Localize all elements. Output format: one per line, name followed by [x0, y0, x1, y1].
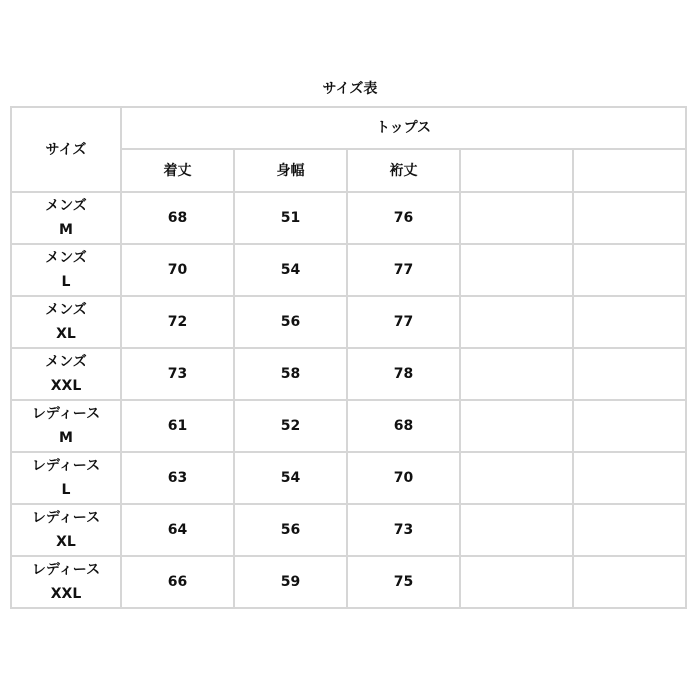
- table-cell: 64: [121, 504, 234, 556]
- row-size-label: XL: [56, 534, 76, 550]
- table-cell: 61: [121, 400, 234, 452]
- table-cell: 72: [121, 296, 234, 348]
- row-category-label: メンズ: [45, 250, 87, 266]
- table-cell: 68: [121, 192, 234, 244]
- row-category-label: メンズ: [45, 302, 87, 318]
- row-label-cell: [11, 504, 121, 556]
- table-cell: 73: [121, 348, 234, 400]
- size-header-cell: サイズ: [11, 107, 121, 192]
- table-cell: [573, 400, 686, 452]
- column-header: 着丈: [121, 149, 234, 192]
- table-cell: 73: [347, 504, 460, 556]
- table-cell: [573, 244, 686, 296]
- row-size-label: M: [59, 222, 73, 238]
- table-cell: 76: [347, 192, 460, 244]
- table-cell: 54: [234, 244, 347, 296]
- table-cell: 52: [234, 400, 347, 452]
- table-cell: 77: [347, 296, 460, 348]
- tops-header-cell: トップス: [121, 107, 686, 149]
- table-cell: 70: [347, 452, 460, 504]
- table-cell: 63: [121, 452, 234, 504]
- row-category-label: レディース: [31, 562, 101, 578]
- table-row: [11, 192, 686, 244]
- row-label-cell: [11, 400, 121, 452]
- row-size-label: L: [61, 274, 71, 290]
- row-label-cell: [11, 348, 121, 400]
- table-cell: [573, 192, 686, 244]
- table-row: [11, 556, 686, 608]
- table-cell: [460, 244, 573, 296]
- table-row: [11, 452, 686, 504]
- row-size-label: XXL: [50, 586, 82, 602]
- table-row: [11, 348, 686, 400]
- table-cell: [573, 452, 686, 504]
- table-cell: [460, 348, 573, 400]
- table-cell: [573, 296, 686, 348]
- row-category-label: メンズ: [45, 354, 87, 370]
- table-cell: 66: [121, 556, 234, 608]
- row-size-label: L: [61, 482, 71, 498]
- row-label-cell: [11, 452, 121, 504]
- table-cell: 70: [121, 244, 234, 296]
- size-table: [10, 106, 687, 609]
- table-cell: [573, 556, 686, 608]
- table-cell: 54: [234, 452, 347, 504]
- row-category-label: メンズ: [45, 198, 87, 214]
- column-header: [460, 149, 573, 192]
- table-cell: [460, 296, 573, 348]
- row-size-label: M: [59, 430, 73, 446]
- table-cell: 68: [347, 400, 460, 452]
- table-cell: 58: [234, 348, 347, 400]
- table-row: [11, 244, 686, 296]
- column-header: [573, 149, 686, 192]
- table-cell: [460, 400, 573, 452]
- table-cell: [460, 192, 573, 244]
- row-label-cell: [11, 192, 121, 244]
- table-cell: [460, 504, 573, 556]
- row-label-cell: [11, 244, 121, 296]
- table-cell: 56: [234, 296, 347, 348]
- table-cell: [573, 504, 686, 556]
- table-row: [11, 504, 686, 556]
- table-cell: 59: [234, 556, 347, 608]
- row-size-label: XL: [56, 326, 76, 342]
- row-label-cell: [11, 556, 121, 608]
- table-cell: [460, 556, 573, 608]
- row-category-label: レディース: [31, 406, 101, 422]
- table-cell: [460, 452, 573, 504]
- row-category-label: レディース: [31, 510, 101, 526]
- row-label-cell: [11, 296, 121, 348]
- table-cell: 51: [234, 192, 347, 244]
- row-category-label: レディース: [31, 458, 101, 474]
- table-cell: 78: [347, 348, 460, 400]
- table-cell: 77: [347, 244, 460, 296]
- table-cell: 75: [347, 556, 460, 608]
- column-header: 裄丈: [347, 149, 460, 192]
- table-row: [11, 400, 686, 452]
- header-row: [11, 107, 686, 149]
- page-title: サイズ表: [322, 81, 378, 97]
- row-size-label: XXL: [50, 378, 82, 394]
- table-cell: [573, 348, 686, 400]
- column-header: 身幅: [234, 149, 347, 192]
- table-cell: 56: [234, 504, 347, 556]
- table-row: [11, 296, 686, 348]
